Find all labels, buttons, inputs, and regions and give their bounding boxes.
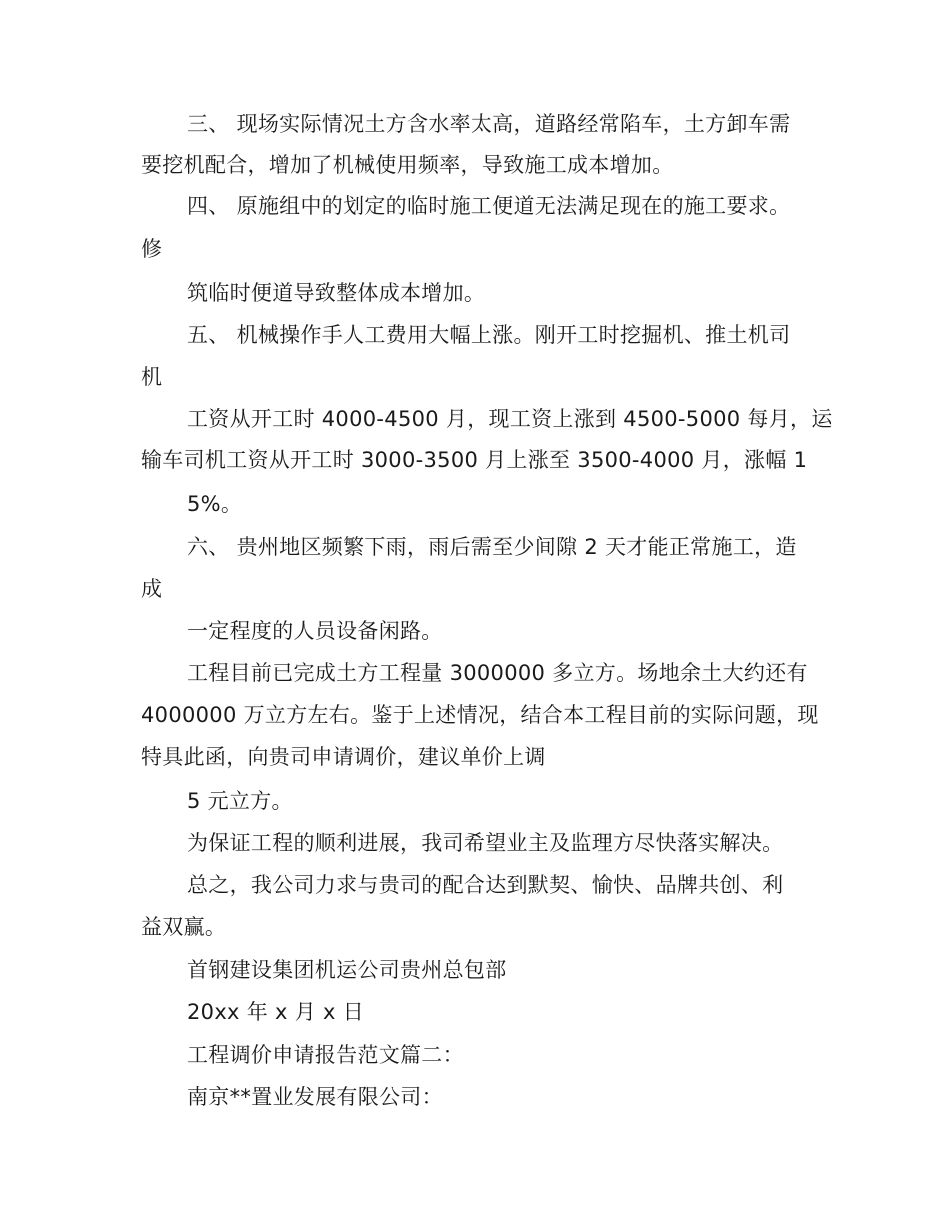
paragraph-line: 三、 现场实际情况土方含水率太高，道路经常陷车，土方卸车需 [187,112,791,136]
paragraph-line: 输车司机工资从开工时 3000-3500 月上涨至 3500-4000 月，涨幅 1 [141,448,808,472]
paragraph-line: 总之，我公司力求与贵司的配合达到默契、愉快、品牌共创、利 [187,873,784,897]
paragraph-line: 要挖机配合，增加了机械使用频率，导致施工成本增加。 [141,153,674,177]
paragraph-line: 机 [141,365,163,389]
paragraph-line: 特具此函，向贵司申请调价，建议单价上调 [141,745,546,769]
paragraph-line: 修 [141,237,163,261]
paragraph-line: 工程目前已完成土方工程量 3000000 多立方。场地余土大约还有 [187,661,808,685]
paragraph-line: 四、 原施组中的划定的临时施工便道无法满足现在的施工要求。 [187,194,791,218]
section-heading: 工程调价申请报告范文篇二： [187,1043,464,1067]
paragraph-line: 4000000 万立方左右。鉴于上述情况，结合本工程目前的实际问题，现 [141,703,819,727]
paragraph-line: 为保证工程的顺利进展，我司希望业主及监理方尽快落实解决。 [187,831,784,855]
paragraph-line: 工资从开工时 4000-4500 月，现工资上涨到 4500-5000 每月，运 [187,407,833,431]
salutation: 南京**置业发展有限公司： [187,1085,443,1109]
signature-date: 20xx 年 x 月 x 日 [187,1000,365,1024]
paragraph-line: 益双赢。 [141,915,227,939]
paragraph-line: 一定程度的人员设备闲路。 [187,619,443,643]
paragraph-line: 5 元立方。 [187,789,293,813]
paragraph-line: 六、 贵州地区频繁下雨，雨后需至少间隙 2 天才能正常施工，造 [187,535,797,559]
paragraph-line: 成 [141,577,163,601]
paragraph-line: 筑临时便道导致整体成本增加。 [187,281,486,305]
paragraph-line: 5%。 [187,492,243,516]
paragraph-line: 五、 机械操作手人工费用大幅上涨。刚开工时挖掘机、推土机司 [187,323,791,347]
signature-organization: 首钢建设集团机运公司贵州总包部 [187,958,507,982]
